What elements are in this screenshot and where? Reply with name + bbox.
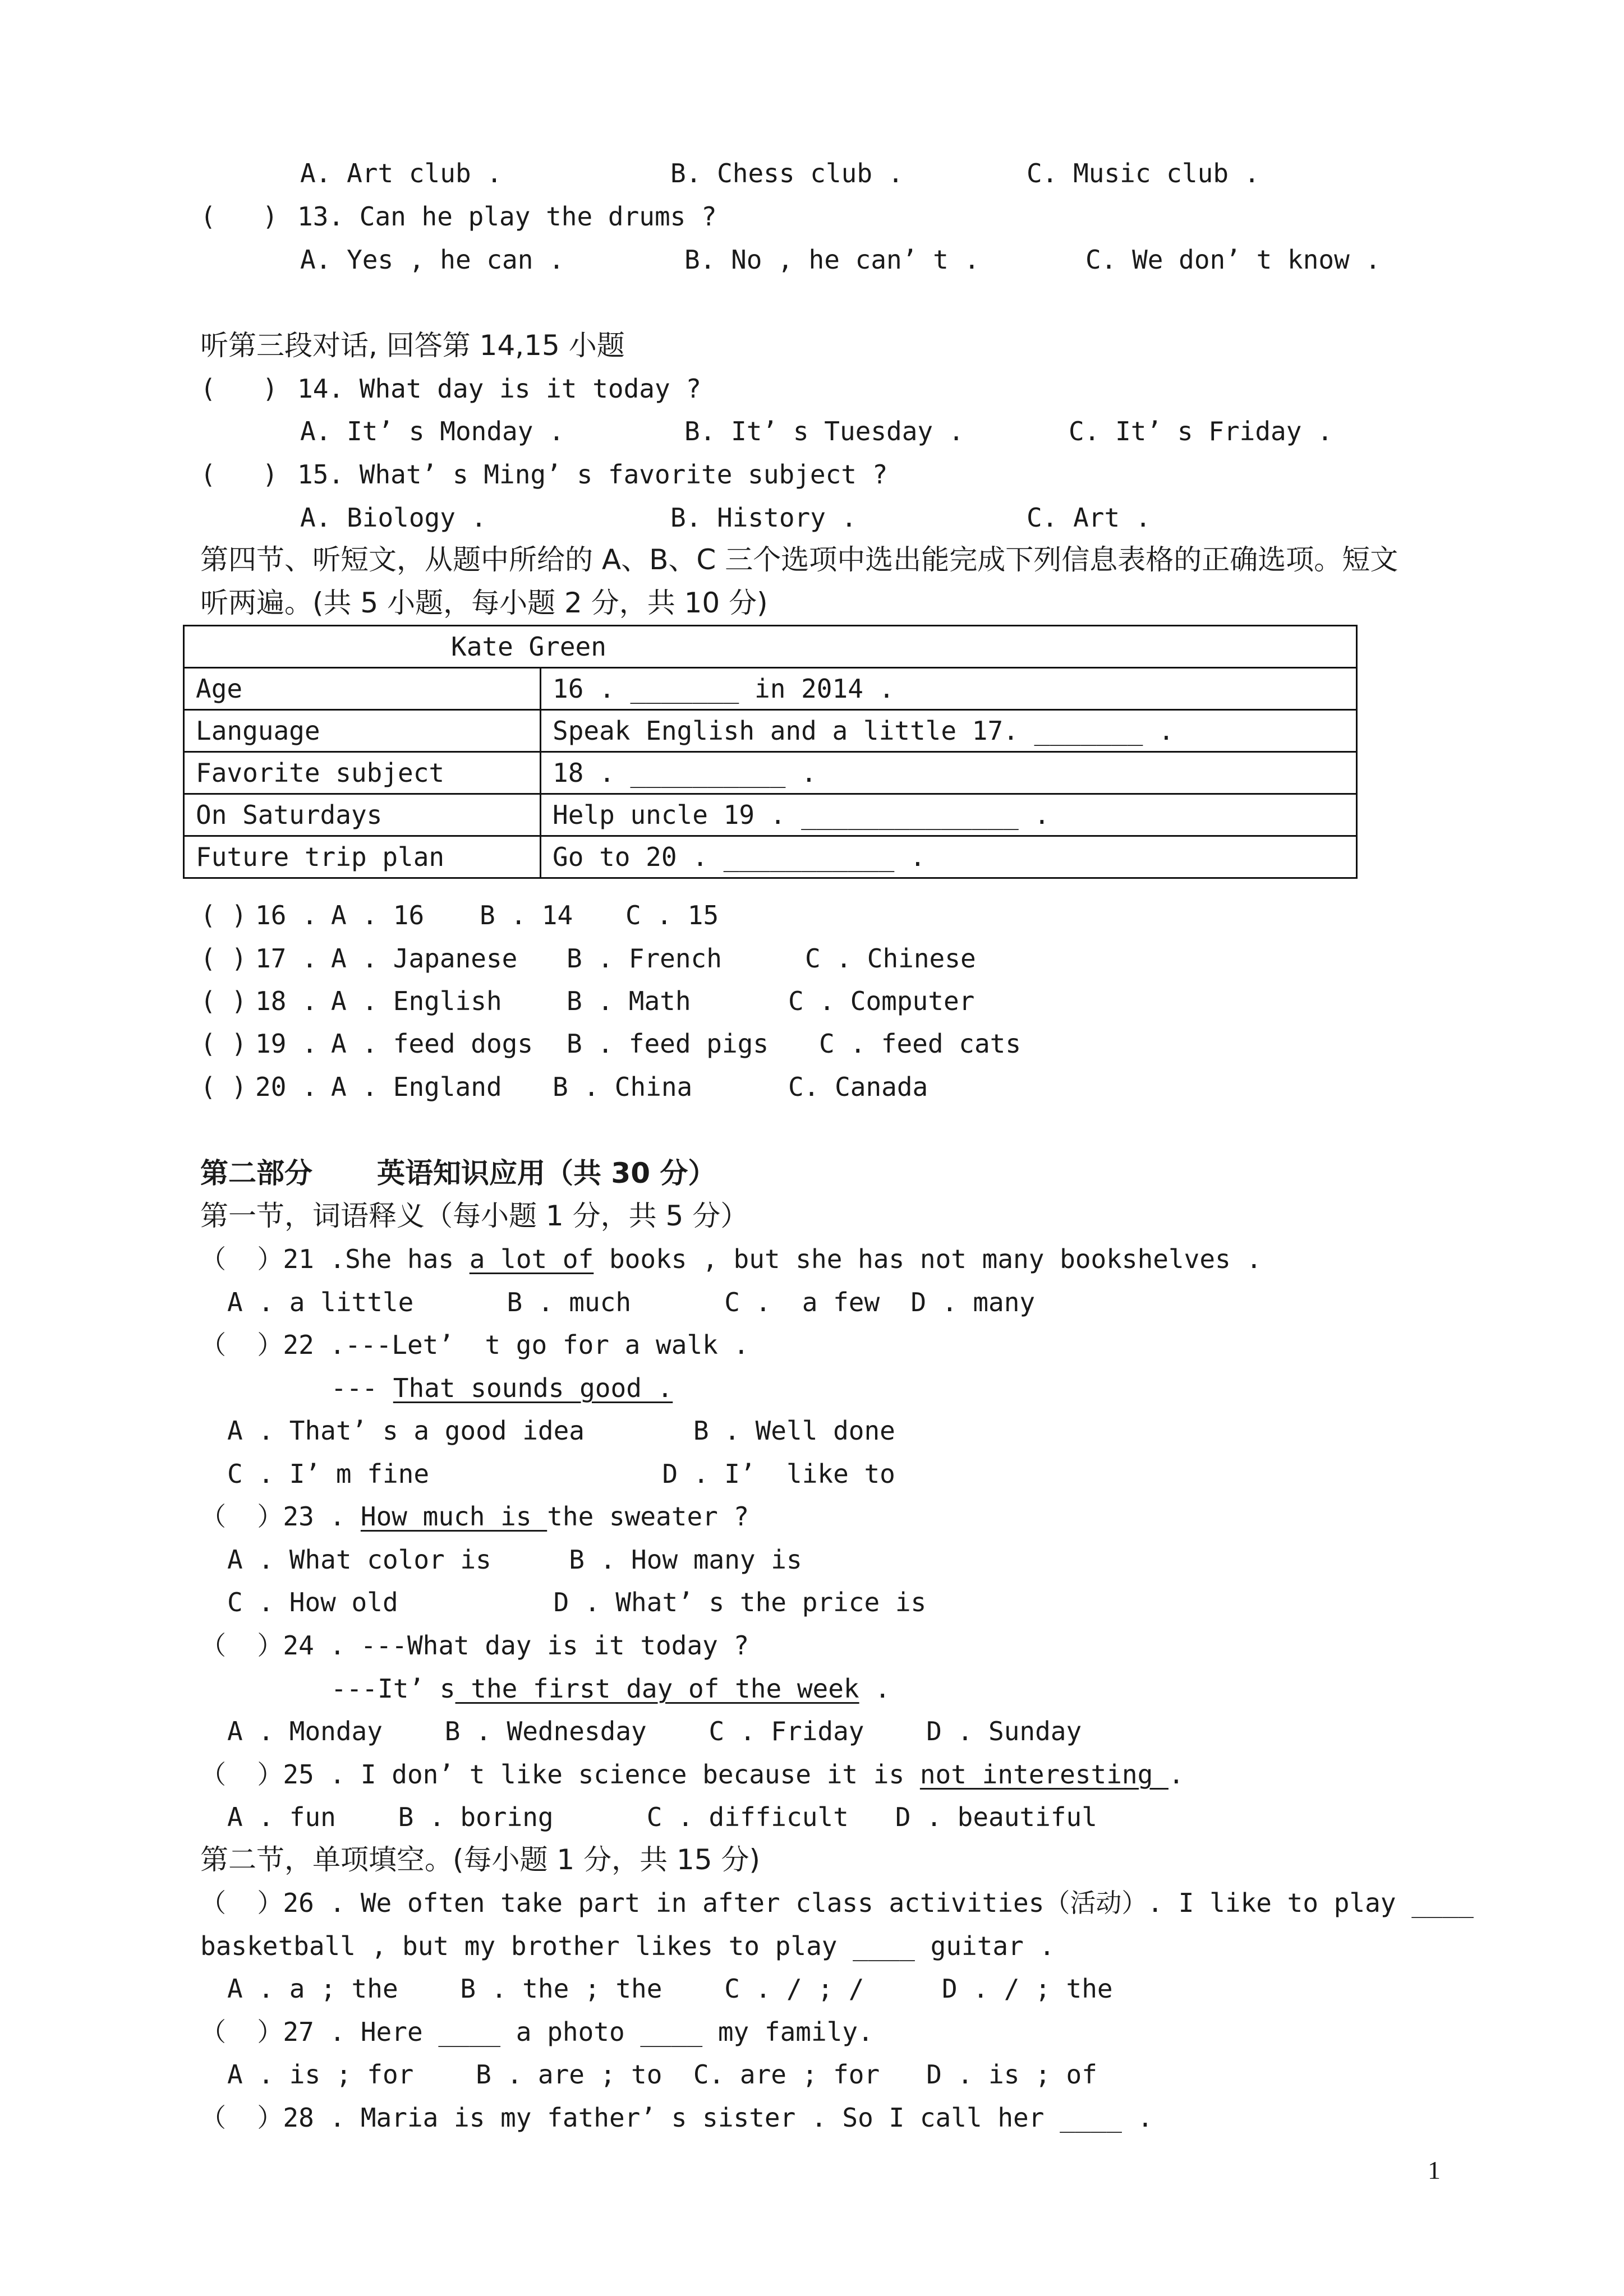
q24-line1: （ ）24 . ---What day is it today ? [200,1630,749,1661]
q19-number: 19 . [255,1029,318,1059]
table-row-label: Age [184,668,541,710]
page-number: 1 [1428,2156,1441,2184]
q14-paren: ( ) [200,374,278,404]
q14-option-c: C. It’ s Friday . [1069,416,1333,446]
q17-option-c: C . Chinese [805,943,976,974]
q13-option-a: A. Yes , he can . [300,245,564,275]
q25-options: A . fun B . boring C . difficult D . beautiful [227,1802,1097,1832]
q17-option-a: A . Japanese [331,943,518,974]
q25-line [200,1759,1184,1790]
q22-line2 [331,1375,673,1401]
q25-suffix: . [1168,1759,1184,1790]
q20-option-c: C. Canada [788,1072,928,1102]
q12-option-b: B. Chess club . [670,158,904,188]
table-row-value: Help uncle 19 . ______________ . [541,794,1357,836]
q20-paren: ( ) [200,1072,247,1102]
q18-number: 18 . [255,986,318,1016]
info-table [183,625,1358,879]
part2-section2-heading: 第二节，单项填空。(每小题 1 分，共 15 分) [200,1843,761,1876]
q15-option-c: C. Art . [1027,502,1151,533]
table-row-value: Speak English and a little 17. _______ . [541,710,1357,752]
section4-heading-line2: 听两遍。(共 5 小题，每小题 2 分，共 10 分) [200,587,768,619]
q22-line2-prefix: --- [331,1373,393,1403]
section4-heading-line1: 第四节、听短文，从题中所给的 A、B、C 三个选项中选出能完成下列信息表格的正确选项。短文 [200,543,1398,576]
q23-suffix: the sweater ? [547,1501,749,1532]
q13-option-c: C. We don’ t know . [1085,245,1381,275]
q26-line1: （ ）26 . We often take part in after class activities（活动）. I like to play ____ [200,1888,1474,1918]
q25-underlined-phrase: not interesting [919,1759,1168,1790]
table-row-value: 18 . __________ . [541,752,1357,794]
q23-options1: A . What color is B . How many is [227,1545,802,1575]
q24-underlined-phrase: the first day of the week [455,1673,859,1704]
q23-prefix: （ ）23 . [200,1501,361,1532]
table-row-value: Go to 20 . ___________ . [541,836,1357,878]
q15-option-b: B. History . [670,502,857,533]
part2-section1-heading: 第一节，词语释义（每小题 1 分，共 5 分） [200,1200,749,1232]
q22-options1: A . That’ s a good idea B . Well done [227,1416,895,1446]
part2-heading-left: 第二部分 [200,1157,312,1190]
info-table-title: Kate Green [184,626,1357,668]
q12-option-a: A. Art club . [300,158,503,188]
q26-options: A . a ; the B . the ; the C . / ; / D . / ; the [227,1974,1113,2004]
q23-options2: C . How old D . What’ s the price is [227,1587,927,1617]
q23-underlined-phrase: How much is [360,1501,548,1532]
q16-option-b: B . 14 [480,900,573,930]
q21-underlined-phrase: a lot of [469,1244,594,1274]
q17-option-b: B . French [567,943,722,974]
q17-number: 17 . [255,943,318,974]
q21-options: A . a little B . much C . a few D . many [227,1287,1036,1317]
q14-option-b: B. It’ s Tuesday . [684,416,964,446]
q24-line2 [331,1673,891,1704]
q18-option-b: B . Math [567,986,691,1016]
q21-suffix: books , but she has not many bookshelves . [594,1244,1262,1274]
table-row [184,836,1357,878]
q17-paren: ( ) [200,943,247,974]
q24-options: A . Monday B . Wednesday C . Friday D . Sunday [227,1716,1082,1746]
q19-paren: ( ) [200,1029,247,1059]
q15-paren: ( ) [200,459,278,490]
q20-option-b: B . China [553,1072,693,1102]
q18-option-a: A . English [331,986,502,1016]
q25-prefix: （ ）25 . I don’ t like science because it is [200,1759,920,1790]
q12-option-c: C. Music club . [1027,158,1260,188]
q20-option-a: A . England [331,1072,502,1102]
q22-line1: （ ）22 .---Let’ t go for a walk . [200,1330,749,1360]
table-row [184,794,1357,836]
q14-stem: 14. What day is it today ? [297,374,702,404]
dialogue3-heading: 听第三段对话, 回答第 14,15 小题 [200,329,625,362]
q18-option-c: C . Computer [788,986,975,1016]
q19-option-b: B . feed pigs [567,1029,769,1059]
q20-number: 20 . [255,1072,318,1102]
q13-option-b: B. No , he can’ t . [684,245,980,275]
q13-paren: ( ) [200,201,278,232]
table-row [184,710,1357,752]
part2-heading-right: 英语知识应用（共 30 分） [377,1157,716,1190]
table-row-value: 16 . _______ in 2014 . [541,668,1357,710]
q21-line [200,1246,1262,1272]
table-row-label: On Saturdays [184,794,541,836]
table-row-label: Language [184,710,541,752]
q16-number: 16 . [255,900,318,930]
table-row-label: Future trip plan [184,836,541,878]
q19-option-a: A . feed dogs [331,1029,533,1059]
info-table-title-row [184,626,1357,668]
q22-options2: C . I’ m fine D . I’ like to [227,1459,895,1489]
q22-underlined-phrase: That sounds good . [393,1373,673,1403]
table-row [184,752,1357,794]
q15-option-a: A. Biology . [300,502,487,533]
q16-option-c: C . 15 [625,900,719,930]
q23-line [200,1501,749,1532]
q18-paren: ( ) [200,986,247,1016]
q15-stem: 15. What’ s Ming’ s favorite subject ? [297,459,888,490]
q27-options: A . is ; for B . are ; to C. are ; for D . is ; of [227,2059,1097,2090]
q27-line1: （ ）27 . Here ____ a photo ____ my family. [200,2017,873,2047]
q14-option-a: A. It’ s Monday . [300,416,564,446]
q16-paren: ( ) [200,900,247,930]
table-row-label: Favorite subject [184,752,541,794]
q24-line2-suffix: . [859,1673,891,1704]
q28-line1: （ ）28 . Maria is my father’ s sister . So I call her ____ . [200,2103,1153,2133]
q19-option-c: C . feed cats [819,1029,1022,1059]
table-row [184,668,1357,710]
q21-prefix: （ ）21 .She has [200,1244,470,1274]
q26-line2: basketball , but my brother likes to play ____ guitar . [200,1931,1055,1961]
q13-stem: 13. Can he play the drums ? [297,201,717,232]
q24-line2-prefix: ---It’ s [331,1673,456,1704]
q16-option-a: A . 16 [331,900,425,930]
